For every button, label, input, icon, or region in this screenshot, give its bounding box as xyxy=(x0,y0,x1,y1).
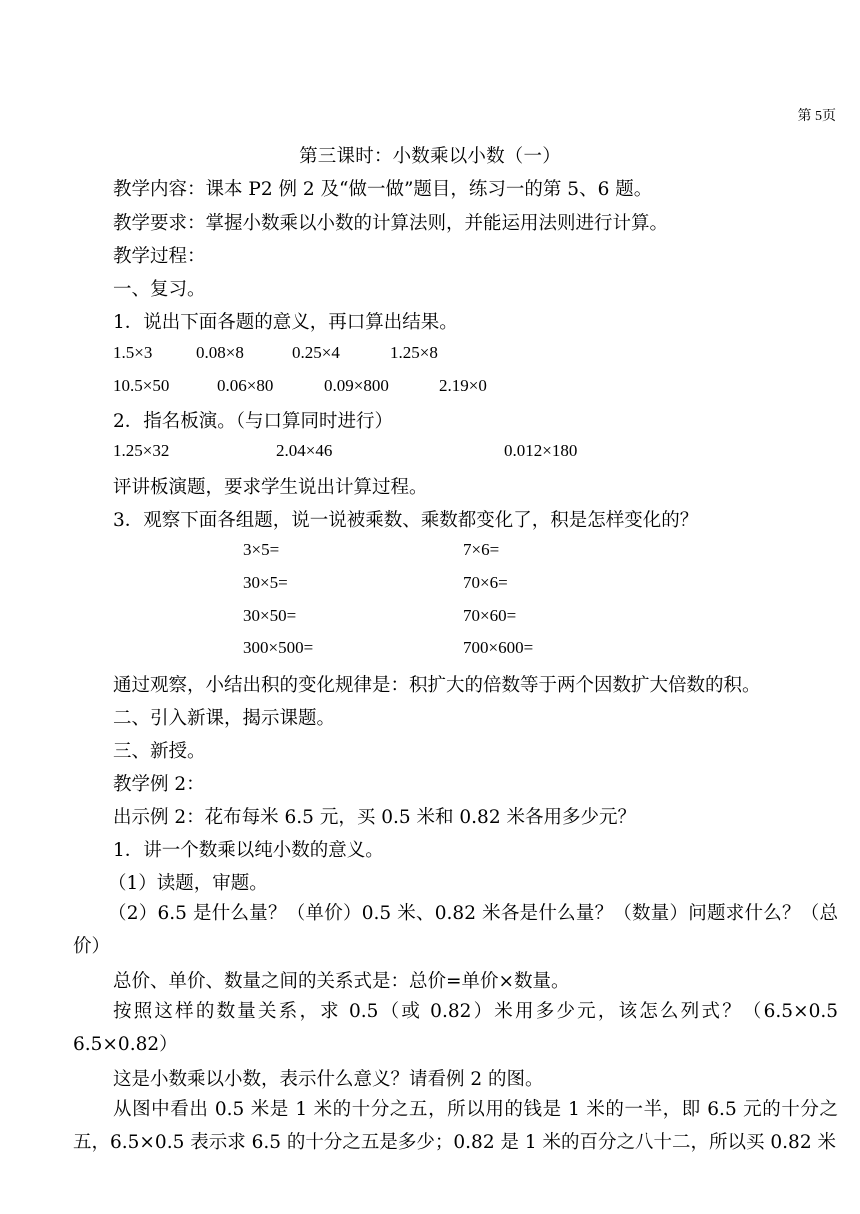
question-1: 1．说出下面各题的意义，再口算出结果。 xyxy=(113,312,458,333)
calc-item: 1.5×3 xyxy=(113,343,153,362)
section-review: 一、复习。 xyxy=(113,279,206,300)
rule-summary: 通过观察，小结出积的变化规律是：积扩大的倍数等于两个因数扩大倍数的积。 xyxy=(113,675,761,696)
example-heading: 教学例 2： xyxy=(113,774,205,795)
teaching-content: 教学内容：课本 P2 例 2 及“做一做”题目，练习一的第 5、6 题。 xyxy=(113,179,653,200)
group-item: 7×6= xyxy=(463,540,500,559)
formula-paragraph: 按照这样的数量关系，求 0.5（或 0.82）米用多少元，该怎么列式？（6.5×0.5 6.5×0.82） xyxy=(73,1001,838,1055)
teaching-requirement: 教学要求：掌握小数乘以小数的计算法则，并能运用法则进行计算。 xyxy=(113,213,669,234)
calc-item: 0.25×4 xyxy=(292,343,340,362)
group-item: 70×60= xyxy=(463,606,517,625)
group-item: 300×500= xyxy=(243,638,314,657)
example-problem: 出示例 2：花布每米 6.5 元，买 0.5 米和 0.82 米各用多少元？ xyxy=(113,807,636,828)
calc-item: 2.04×46 xyxy=(276,441,333,460)
comment-line: 评讲板演题，要求学生说出计算过程。 xyxy=(113,477,428,498)
calc-item: 0.09×800 xyxy=(324,376,389,395)
calc-item: 1.25×8 xyxy=(390,343,438,362)
meaning-line: 这是小数乘以小数，表示什么意义？请看例 2 的图。 xyxy=(113,1069,544,1090)
step-read: （1）读题，审题。 xyxy=(108,873,268,894)
group-item: 70×6= xyxy=(463,573,508,592)
page-number: 第 5页 xyxy=(797,109,836,124)
question-2: 2．指名板演。（与口算同时进行） xyxy=(113,411,394,432)
calc-item: 1.25×32 xyxy=(113,441,170,460)
quantity-paragraph: （2）6.5 是什么量？（单价）0.5 米、0.82 米各是什么量？（数量）问题求什么？（总价） xyxy=(73,903,838,957)
section-new: 三、新授。 xyxy=(113,741,206,762)
calc-item: 2.19×0 xyxy=(439,376,487,395)
calc-item: 10.5×50 xyxy=(113,376,170,395)
teaching-process: 教学过程： xyxy=(113,246,206,267)
figure-paragraph: 从图中看出 0.5 米是 1 米的十分之五，所以用的钱是 1 米的一半，即 6.5 元的十分之五，6.5×0.5 表示求 6.5 的十分之五是多少；0.82 是 1 米的百分之八十二，所以买 0.82 米 xyxy=(73,1099,838,1153)
group-item: 30×50= xyxy=(243,606,297,625)
section-intro: 二、引入新课，揭示课题。 xyxy=(113,708,336,729)
calc-item: 0.08×8 xyxy=(196,343,244,362)
lesson-title: 第三课时：小数乘以小数（一） xyxy=(299,146,561,167)
step-1: 1．讲一个数乘以纯小数的意义。 xyxy=(113,840,384,861)
calc-item: 0.012×180 xyxy=(504,441,578,460)
calc-item: 0.06×80 xyxy=(217,376,274,395)
group-item: 3×5= xyxy=(243,540,280,559)
question-3: 3．观察下面各组题，说一说被乘数、乘数都变化了，积是怎样变化的？ xyxy=(113,510,699,531)
relation-line: 总价、单价、数量之间的关系式是：总价=单价×数量。 xyxy=(113,971,570,992)
group-item: 30×5= xyxy=(243,573,288,592)
group-item: 700×600= xyxy=(463,638,534,657)
